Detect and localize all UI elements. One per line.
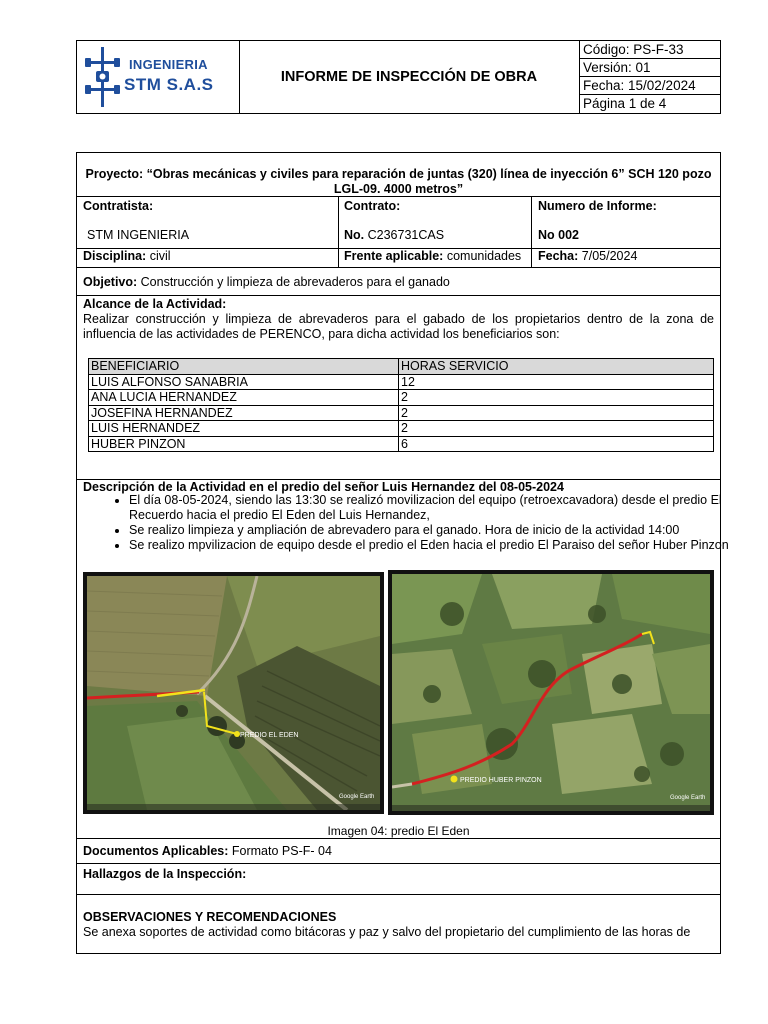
fecha-informe-field [538, 249, 637, 263]
table-row [89, 405, 714, 421]
frente-value: comunidades [446, 249, 522, 263]
documentos-value: Formato PS-F- 04 [231, 844, 332, 858]
objetivo-label: Objetivo: [83, 275, 138, 289]
disciplina-label: Disciplina: [83, 249, 147, 263]
descripcion-list [81, 493, 765, 553]
codigo-field: Código: PS-F-33 [580, 41, 720, 59]
beneficiario-cell: HUBER PINZON [89, 436, 399, 452]
horas-cell: 2 [399, 421, 714, 437]
observaciones-text: Se anexa soportes de actividad como bitácoras y paz y salvo del propietario del cumplimiento de las horas de [83, 925, 691, 939]
fecha-field: Fecha: 15/02/2024 [580, 77, 720, 95]
horas-cell: 6 [399, 436, 714, 452]
table-row [89, 390, 714, 406]
project-line-2: LGL-09. 4000 metros” [333, 182, 464, 196]
alcance-line-1: Realizar construcción y limpieza de abrevaderos para el gabado de los propietarios dentro de la zona de [83, 312, 714, 326]
horas-cell: 12 [399, 374, 714, 390]
descripcion-title: Descripción de la Actividad en el predio del señor Luis Hernandez del 08-05-2024 [83, 480, 564, 494]
alcance-line-2: influencia de las actividades de PERENCO, para dicha actividad los beneficiarios son: [83, 327, 560, 341]
contrato-label: Contrato: [344, 199, 401, 213]
beneficiarios-table [88, 358, 714, 452]
left-image-label: PREDIO EL EDEN [240, 732, 299, 739]
list-item: • Se realizo mpvilizacion de equipo desde el predio el Eden hacia el predio El Paraiso del señor Huber Pinzon [129, 538, 765, 553]
satellite-image-right [388, 570, 714, 815]
contratista-value: STM INGENIERIA [87, 228, 190, 242]
horas-cell: 2 [399, 390, 714, 406]
observaciones-title: OBSERVACIONES Y RECOMENDACIONES [83, 910, 337, 924]
project-line-1: Proyecto: “Obras mecánicas y civiles para reparación de juntas (320) línea de inyección 6” SCH 120 pozo [85, 167, 712, 181]
table-row [89, 421, 714, 437]
left-image-watermark: Google Earth [339, 794, 375, 800]
disciplina-value: civil [149, 249, 171, 263]
beneficiario-cell: LUIS HERNANDEZ [89, 421, 399, 437]
logo-line-2: STM S.A.S [124, 75, 214, 94]
inspection-form [76, 152, 729, 954]
image-caption: Imagen 04: predio El Eden [327, 824, 470, 838]
fecha-value: 7/05/2024 [581, 249, 638, 263]
frente-field [344, 249, 521, 263]
frente-label: Frente aplicable: [344, 249, 444, 263]
table-row [89, 436, 714, 452]
document-title: INFORME DE INSPECCIÓN DE OBRA [239, 41, 580, 113]
horas-cell: 2 [399, 405, 714, 421]
disciplina-field [83, 249, 171, 263]
beneficiario-cell: LUIS ALFONSO SANABRIA [89, 374, 399, 390]
informe-label: Numero de Informe: [538, 199, 657, 213]
hallazgos-label: Hallazgos de la Inspección: [83, 867, 247, 881]
contrato-number: C236731CAS [367, 228, 445, 242]
column-header-beneficiario: BENEFICIARIO [89, 359, 399, 375]
satellite-image-left [83, 572, 384, 814]
logo-line-1: INGENIERIA [129, 57, 208, 72]
informe-value: No 002 [538, 228, 579, 242]
right-image-watermark: Google Earth [670, 795, 706, 801]
alcance-label: Alcance de la Actividad: [83, 297, 227, 311]
objetivo-value: Construcción y limpieza de abrevaderos para el ganado [140, 275, 450, 289]
beneficiario-cell: ANA LUCIA HERNANDEZ [89, 390, 399, 406]
table-header-row [89, 359, 714, 375]
objetivo-field [83, 275, 450, 289]
document-header [76, 40, 721, 114]
version-field: Versión: 01 [580, 59, 720, 77]
beneficiario-cell: JOSEFINA HERNANDEZ [89, 405, 399, 421]
table-row [89, 374, 714, 390]
documentos-field [83, 844, 332, 858]
column-header-horas: HORAS SERVICIO [399, 359, 714, 375]
contratista-label: Contratista: [83, 199, 154, 213]
documentos-label: Documentos Aplicables: [83, 844, 229, 858]
contrato-value [344, 228, 444, 242]
pagina-field: Página 1 de 4 [583, 96, 667, 111]
company-logo [77, 41, 240, 113]
contrato-no-label: No. [344, 228, 365, 242]
fecha-label: Fecha: [538, 249, 579, 263]
right-image-label: PREDIO HUBER PINZON [460, 777, 542, 784]
list-item: • Se realizo limpieza y ampliación de abrevadero para el ganado. Hora de inicio de la actividad 14:00 [129, 523, 765, 538]
list-item: • El día 08-05-2024, siendo las 13:30 se realizó movilizacion del equipo (retroexcavadora) desde el predio El Recuerdo hacia el predio El Eden del Luis Hernandez, [129, 493, 765, 523]
